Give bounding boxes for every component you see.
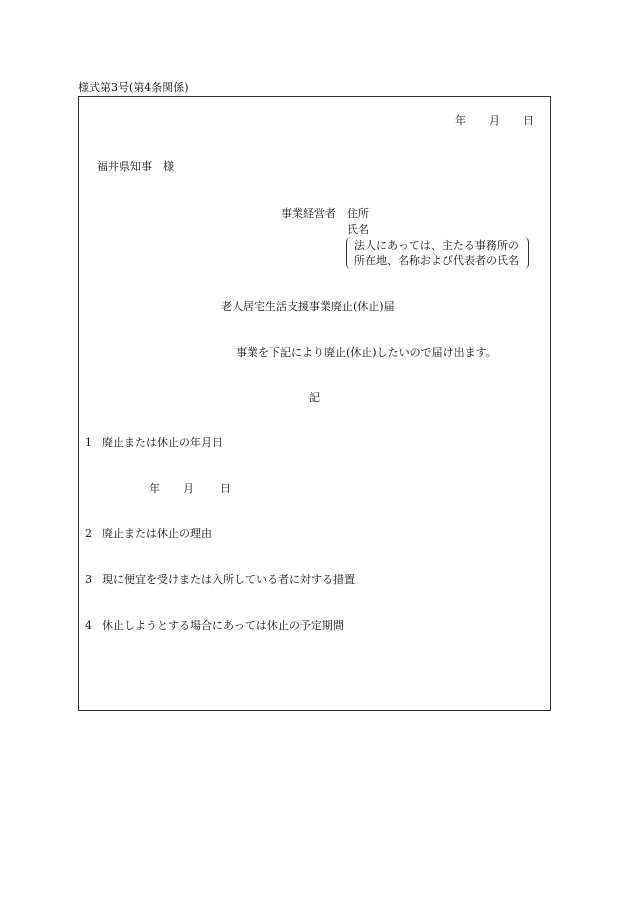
item-text: 休止しようとする場合にあっては休止の予定期間 [102, 619, 344, 632]
item-number: 1 [85, 436, 92, 449]
date-day-label: 日 [523, 114, 534, 127]
date-year-label: 年 [455, 114, 466, 127]
address-label: 住所 [347, 207, 369, 220]
date-month-label: 月 [489, 114, 500, 127]
item-number: 3 [85, 573, 92, 586]
applicant-role-label: 事業経営者 [281, 207, 336, 220]
applicant-note-line1: 法人にあっては、主たる事務所の [354, 239, 519, 252]
form-number: 様式第3号(第4条関係) [78, 81, 189, 94]
ki-marker: 記 [309, 391, 320, 404]
intro-text: 事業を下記により廃止(休止)したいので届け出ます。 [236, 346, 497, 359]
item-text: 廃止または休止の年月日 [102, 436, 223, 449]
item-number: 2 [85, 527, 92, 540]
item-text: 廃止または休止の理由 [102, 527, 212, 540]
item-number: 4 [85, 619, 92, 632]
item1-day-label: 日 [220, 482, 231, 495]
item1-year-label: 年 [149, 482, 160, 495]
applicant-note-line2: 所在地、名称および代表者の氏名 [354, 254, 519, 267]
document-title: 老人居宅生活支援事業廃止(休止)届 [221, 300, 395, 313]
item1-month-label: 月 [183, 482, 194, 495]
item-text: 現に便宜を受けまたは入所している者に対する措置 [102, 573, 355, 586]
name-label: 氏名 [347, 223, 369, 236]
addressee: 福井県知事 様 [97, 160, 174, 173]
